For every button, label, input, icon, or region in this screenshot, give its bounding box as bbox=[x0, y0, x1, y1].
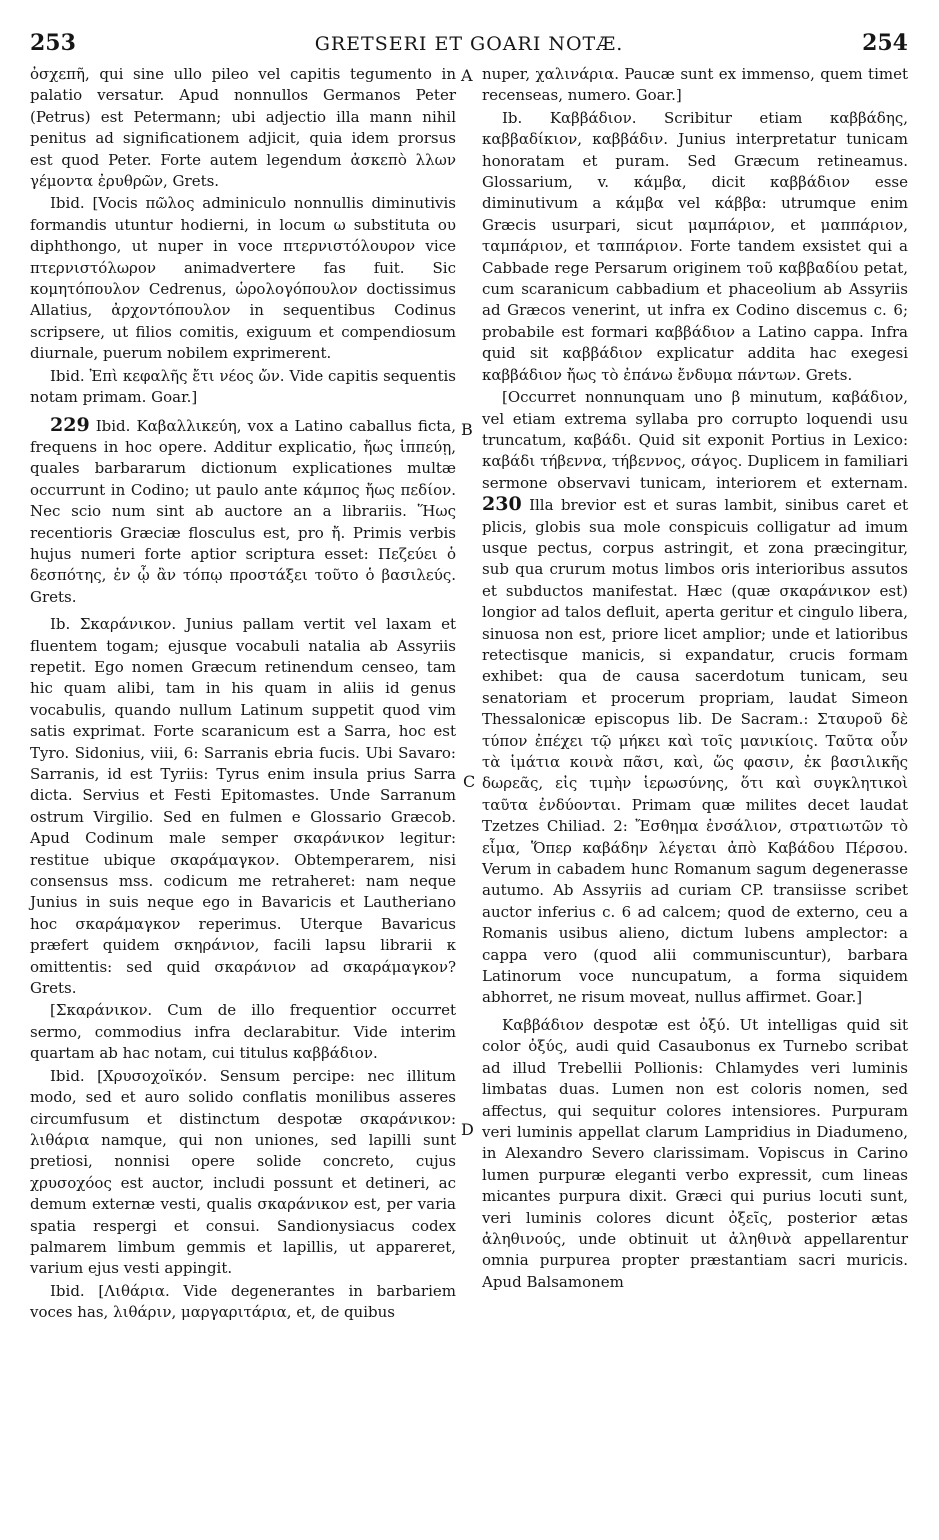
page-header bbox=[30, 30, 908, 64]
paragraph-text: Illa brevior est et suras lambit, sinibus caret et plicis, globis sua mole conspicuis colligatur ad imum usque pectus, corpus astringit, et zona præcingitur, sub qua crurum motus limbos oris interioribus assutos et subductos manifestat. Hæc (quæ σκαράνικον est) longior ad talos defluit, aperta geritur et cingulo libera, sinuosa non est, priore licet amplior; unde et latioribus retectisque manicis, si expandatur, crucis formam exhibet: qua de causa sacerdotum tunicam, seu senatoriam et procerum propriam, laudat Simeon Thessalonicæ episcopus lib. De Sacram.: Σταυροῦ δὲ τύπον ἐπέχει τῷ μήκει καὶ τοῖς μανικίοις. Ταῦτα οὖν τὰ ἱμάτια κοινὰ πᾶσι, καὶ, ὥς φασιν, ἐκ βασιλικῆς δωρεᾶς, εἰς τιμὴν ἱερωσύνης, ὅτι καὶ συγκλητικοὶ ταῦτα ἐνδύονται. Primam quæ milites decet laudat Tzetzes Chiliad. 2: Ἔσθημα ἐνσάλιον, στρατιωτῶν τὸ εἶμα, Ὅπερ καβάδην λέγεται ἀπὸ Καβάδου Πέρσου. Verum in cabadem hunc Romanum sagum degenerasse autumo. Ab Assyriis ad curiam CP. transiisse scribet auctor inferius c. 6 ad calcem; quod de externo, ceu a Romanis usibus alieno, dictum lubens amplector: a cappa vero (quod alii communiscuntur), barbara Latinorum voce nuncupatum, a forma siquidem abhorret, ne risum moveat, nullus affirmet. Goar.] bbox=[482, 496, 908, 1007]
column-number: 229 bbox=[50, 413, 90, 436]
paragraph: Ib. Καββάδιον. Scribitur etiam καββάδης, καββαδίκιον, καββάδιν. Junius interpretatur tunicam honoratam et puram. Sed Græcum retineamus. Glossarium, v. κάμβα, dicit καββάδιον esse diminutivum a κάμβα vel κάββα: utrumque enim Græcis usurpari, sicut μαμπάριον, et μαππάριον, ταμπάριον, et ταππάριον. Forte tandem exsistet qui a Cabbade rege Persarum originem τοῦ καββαδίου petat, cum scaranicum cabbadium et phaceolium ab Assyriis ad Græcos venerint, ut infra ex Codino discemus c. 6; probabile est formari καββάδιον a Latino cappa. Infra quid sit καββάδιον explicatur addita hac exegesi καββάδιον ἤως τὸ ἐπάνω ἔνδυμα πάντων. Grets. bbox=[482, 108, 908, 384]
paragraph bbox=[30, 415, 456, 609]
column-number: 230 bbox=[482, 493, 522, 516]
paragraph: Ibid. [Vocis πῶλος adminiculo nonnullis diminutivis formandis utuntur hodierni, in locum ω substituta ου diphthongo, ut nuper in voce πτερνιστόλουρον vice πτερνιστόλωρον animadvertere fas fuit. Sic κομητόπουλον Cedrenus, ὡρολογόπουλον doctissimus Allatius, ἀρχοντόπουλον in sequentibus Codinus scripsere, ut filios comitis, exiguum et compendiosum diurnale, puerum nobilem exprimerent. bbox=[30, 194, 456, 363]
paragraph: ὀσχεπῆ, qui sine ullo pileo vel capitis tegumento in palatio versatur. Apud nonnullos Germanos Peter (Petrus) est Petermann; ubi adjectio illa mann nihil penitus ad significationem adjicit, quia idem prorsus est quod Peter. Forte autem legendum ἀσκεπὸ λλων γέμοντα ἐρυθρῶν, Grets. bbox=[30, 65, 456, 191]
margin-letter-c: C bbox=[463, 772, 476, 791]
paragraph: nuper, χαλινάρια. Paucæ sunt ex immenso, quem timet recenseas, numero. Goar.] bbox=[482, 65, 908, 105]
left-column bbox=[30, 64, 456, 1324]
paragraph bbox=[482, 387, 908, 1009]
paragraph: Ibid. [Χρυσοχοϊκόν. Sensum percipe: nec illitum modo, sed et auro solido conflatis monilibus asseres circumfusum et distinctum despotæ σκαράνικον: λιθάρια namque, qui non uniones, sed lapilli sunt pretiosi, nonnisi opere solide concreto, cujus χρυσοχόος est auctor, includi possunt et detineri, ac demum externæ vesti, qualis σκαράνικον est, per varia spatia respergi et consui. Sandionysiacus codex palmarem limbum gemmis et lapillis, ut appareret, varium ejus vesti appingit. bbox=[30, 1066, 456, 1278]
margin-letter-b: B bbox=[461, 420, 473, 439]
paragraph-text: Ibid. Καβαλλικεύη, vox a Latino caballus ficta, frequens in hoc opere. Additur explicatio, ἤως ἱππεύῃ, quales barbararum dictionum explicationes multæ occurrunt in Codino; ut paulo ante κάμπος ἤως πεδίον. Nec scio num sint ab auctore an a librariis. Ἥως recentioris Græciæ flosculus est, pro ἤ. Primis verbis hujus numeri forte aptior scriptura esset: Πεζεύει ὁ δεσπότης, ἐν ᾧ ἂν τόπῳ προστάξει τοῦτο ὁ βασιλεύς. Grets. bbox=[30, 416, 456, 606]
paragraph: Ibid. Ἐπὶ κεφαλῆς ἔτι νέος ὤν. Vide capitis sequentis notam primam. Goar.] bbox=[30, 366, 456, 407]
paragraph: Καββάδιον despotæ est ὀξύ. Ut intelligas quid sit color ὀξύς, audi quid Casaubonus ex Turnebo scribat ad illud Trebellii Pollionis: Chlamydes veri luminis limbatas duas. Lumen non est coloris nomen, sed affectus, qui sequitur colores intensiores. Purpuram veri luminis appellat clarum Lampridius in Diadumeno, in Alexandro Severo clarissimam. Vopiscus in Carino lumen purpuræ eleganti verbo expressit, cum lineas micantes purpura dixit. Græci qui purius locuti sunt, veri luminis colores dicunt ὀξεῖς, posterior ætas ἀληθινούς, unde obtinuit ut ἀληθινὰ appellarentur omnia purpurea propter præstantiam sacri muricis. Apud Balsamonem bbox=[482, 1015, 908, 1291]
right-column bbox=[482, 64, 908, 1293]
page-number-left: 253 bbox=[30, 30, 76, 56]
page-number-right: 254 bbox=[862, 30, 908, 56]
margin-letter-d: D bbox=[461, 1120, 474, 1139]
paragraph: Ibid. [Λιθάρια. Vide degenerantes in barbariem voces has, λιθάριν, μαργαριτάρια, et, de quibus bbox=[30, 1281, 456, 1322]
margin-letter-a: A bbox=[461, 66, 473, 85]
paragraph-text: [Occurret nonnunquam uno β minutum, καβάδιον, vel etiam extrema syllaba pro corrupto loquendi usu truncatum, καβάδι. Quid sit exponit Portius in Lexico: καβάδι τήβεννα, τήβεννος, σάγος. Duplicem in familiari sermone observavi tunicam, interiorem et externam. bbox=[482, 388, 908, 492]
paragraph: Ib. Σκαράνικον. Junius pallam vertit vel laxam et fluentem togam; ejusque vocabuli natalia ab Assyriis repetit. Ego nomen Græcum retinendum censeo, tam hic quam alibi, tam in his quam in aliis id genus vocabulis, quando nullum Latinum suppetit quod vim satis exprimat. Forte scaranicum est a Sarra, hoc est Tyro. Sidonius, viii, 6: Sarranis ebria fucis. Ubi Savaro: Sarranis, id est Tyriis: Tyrus enim insula prius Sarra dicta. Servius et Festi Epitomastes. Unde Sarranum ostrum Virgilio. Sed en fulmen e Glossario Græcob. Apud Codinum male semper σκαράνικον legitur: restitue ubique σκαράμαγκον. Obtemperarem, nisi consensus mss. codicum me retraheret: nam neque Junius in suis neque ego in Bavaricis et Lautheriano hoc σκαράμαγκον reperimus. Uterque Bavaricus præfert quidem σκηράνιον, facili lapsu librarii κ omittentis: sed quid σκαράνιον ad σκαράμαγκον? Grets. bbox=[30, 615, 456, 998]
running-title: GRETSERI ET GOARI NOTÆ. bbox=[314, 33, 624, 55]
paragraph: [Σκαράνικον. Cum de illo frequentior occurret sermo, commodius infra declarabitur. Vide interim quartam ab hac notam, cui titulus καββάδιον. bbox=[30, 1001, 456, 1063]
